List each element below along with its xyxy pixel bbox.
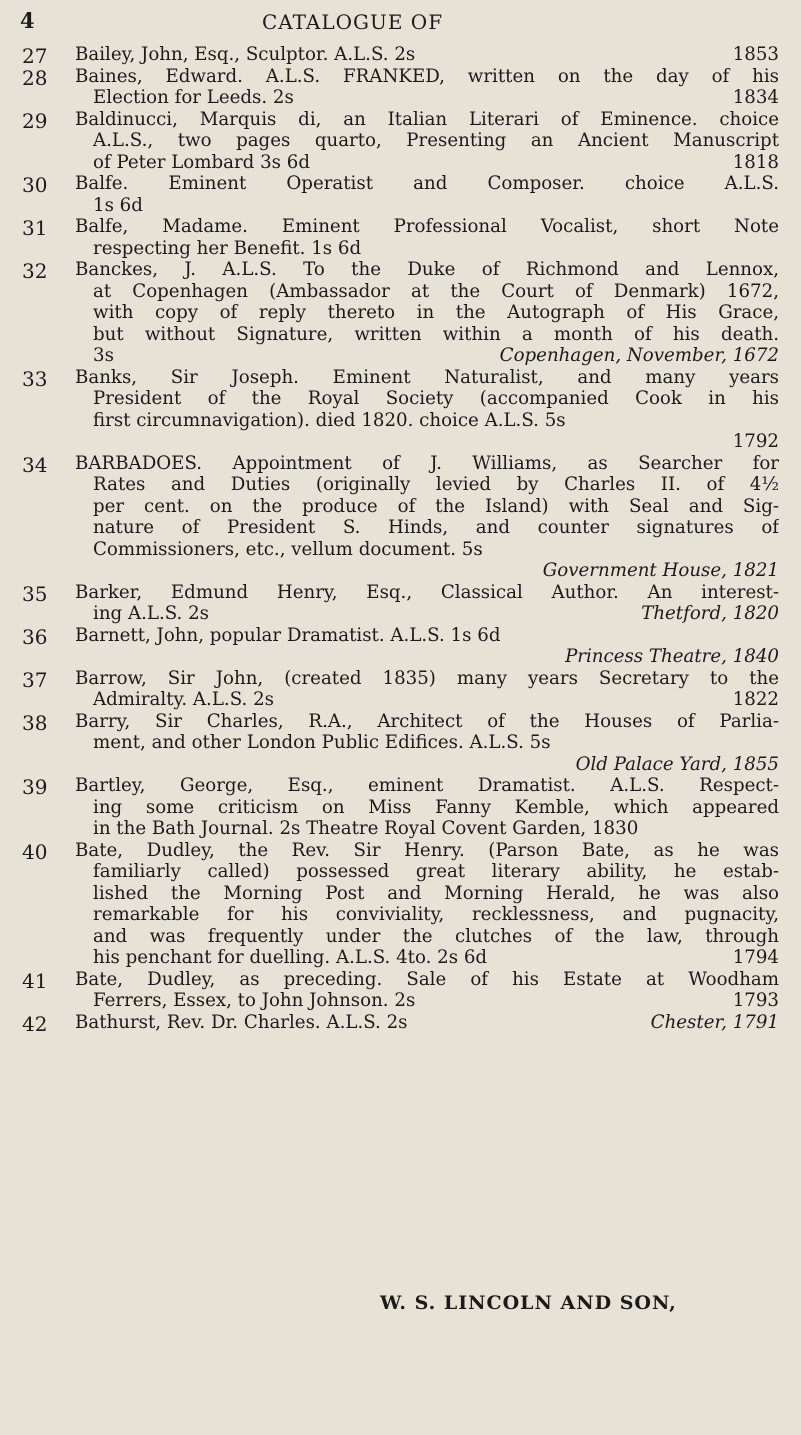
entry-line [75, 625, 779, 647]
entry-text: BARBADOES. Appointment of J. Williams, as Searcher for [75, 452, 779, 474]
entry-text: Ferrers, Essex, to John Johnson. 2s [93, 990, 416, 1011]
entry-text: 3s [93, 345, 114, 366]
entry-date: Thetford, 1820 [641, 603, 779, 624]
entry-line [75, 324, 779, 346]
catalogue-entry [0, 66, 801, 109]
entry-line [75, 453, 779, 475]
entry-text: in the Bath Journal. 2s Theatre Royal Covent Garden, 1830 [93, 818, 639, 839]
entry-line [75, 539, 779, 561]
catalogue-entry [0, 582, 801, 625]
entry-text: his penchant for duelling. A.L.S. 4to. 2s 6d [93, 947, 488, 968]
entry-number: 35 [22, 581, 48, 606]
entry-line [75, 238, 779, 260]
entry-date: 1794 [732, 947, 779, 968]
entry-line [75, 603, 779, 625]
entry-number: 42 [22, 1011, 48, 1036]
entry-text: ing A.L.S. 2s [93, 603, 210, 624]
entry-text: Barker, Edmund Henry, Esq., Classical Author. An interest- [75, 581, 779, 603]
entry-number: 29 [22, 108, 48, 133]
entry-text: at Copenhagen (Ambassador at the Court of Denmark) 1672, [93, 280, 779, 302]
catalogue-entry [0, 109, 801, 174]
entry-line [75, 259, 779, 281]
entry-line [75, 1012, 779, 1034]
entry-text: of Peter Lombard 3s 6d [93, 151, 310, 173]
entry-line [75, 990, 779, 1012]
entry-text: Banks, Sir Joseph. Eminent Naturalist, and many years [75, 366, 779, 388]
entry-date: Copenhagen, November, 1672 [499, 345, 779, 366]
entry-text: first circumnavigation). died 1820. choice A.L.S. 5s [93, 409, 566, 431]
entry-line [75, 904, 779, 926]
entry-text: Bailey, John, Esq., Sculptor. A.L.S. 2s [75, 44, 416, 65]
entry-text: lished the Morning Post and Morning Herald, he was also [93, 882, 779, 904]
catchword-footer: W. S. LINCOLN AND SON, [380, 1292, 677, 1314]
entry-text: Balfe, Madame. Eminent Professional Vocalist, short Note [75, 216, 779, 237]
entry-text: Barry, Sir Charles, R.A., Architect of the Houses of Parlia- [75, 710, 779, 732]
entry-line [75, 582, 779, 604]
entry-line [75, 431, 779, 453]
entry-line [75, 345, 779, 367]
running-title: CATALOGUE OF [262, 10, 444, 34]
entry-text: Banckes, J. A.L.S. To the Duke of Richmond and Lennox, [75, 259, 779, 280]
entry-number: 36 [22, 624, 48, 649]
catalogue-entry [0, 1012, 801, 1034]
entry-text: Admiralty. A.L.S. 2s [93, 689, 274, 710]
entry-line [75, 152, 779, 174]
entry-text: Bartley, George, Esq., eminent Dramatist. A.L.S. Respect- [75, 775, 779, 796]
catalogue-entry [0, 367, 801, 453]
entry-date: 1834 [732, 87, 779, 108]
entry-text: ment, and other London Public Edifices. A.L.S. 5s [93, 732, 551, 753]
entry-line [75, 173, 779, 195]
entry-line [75, 646, 779, 668]
entry-text: Baines, Edward. A.L.S. FRANKED, written on the day of his [75, 65, 779, 87]
catalogue-entry [0, 840, 801, 969]
entry-line [75, 560, 779, 582]
entry-line [75, 216, 779, 238]
entry-number: 41 [22, 968, 48, 993]
entry-text: A.L.S., two pages quarto, Presenting an Ancient Manuscript [93, 130, 779, 151]
entry-number: 34 [22, 452, 48, 477]
entry-line [75, 496, 779, 518]
entry-line [75, 410, 779, 432]
entry-date: 1853 [732, 44, 779, 65]
entry-text: but without Signature, written within a month of his death. [93, 323, 779, 345]
entry-text: Rates and Duties (originally levied by Charles II. of 4½ [93, 474, 779, 495]
entry-line [75, 367, 779, 389]
entry-date: 1818 [732, 151, 779, 173]
entry-line [75, 840, 779, 862]
entry-line [75, 281, 779, 303]
entry-date: Government House, 1821 [542, 560, 779, 581]
entry-text: familiarly called) possessed great literary ability, he estab- [93, 861, 779, 882]
entry-text: remarkable for his conviviality, recklessness, and pugnacity, [93, 904, 779, 925]
entry-text: Bathurst, Rev. Dr. Charles. A.L.S. 2s [75, 1011, 408, 1033]
entry-line [75, 195, 779, 217]
entry-text: Bate, Dudley, the Rev. Sir Henry. (Parson Bate, as he was [75, 839, 779, 861]
entry-text: Commissioners, etc., vellum document. 5s [93, 538, 483, 560]
entry-date: Princess Theatre, 1840 [565, 646, 779, 667]
entry-text: Barrow, Sir John, (created 1835) many years Secretary to the [75, 667, 779, 689]
catalogue-entry [0, 173, 801, 216]
entry-date: Old Palace Yard, 1855 [575, 753, 779, 775]
entry-number: 38 [22, 710, 48, 735]
entry-date: 1793 [732, 990, 779, 1011]
entry-line [75, 947, 779, 969]
page-header [0, 8, 801, 38]
entry-line [75, 797, 779, 819]
entry-line [75, 969, 779, 991]
entry-text: Bate, Dudley, as preceding. Sale of his Estate at Woodham [75, 968, 779, 990]
entry-line [75, 818, 779, 840]
entry-number: 37 [22, 667, 48, 692]
entry-number: 28 [22, 65, 48, 90]
entry-text: 1s 6d [93, 194, 143, 216]
catalogue-entries [0, 44, 801, 1036]
catalogue-entry [0, 711, 801, 776]
entry-text: Election for Leeds. 2s [93, 87, 294, 108]
catalogue-entry [0, 625, 801, 668]
entry-number: 33 [22, 366, 48, 391]
catalogue-entry [0, 668, 801, 711]
entry-line [75, 689, 779, 711]
entry-line [75, 517, 779, 539]
catalogue-entry [0, 775, 801, 840]
entry-text: with copy of reply thereto in the Autograph of His Grace, [93, 302, 779, 323]
entry-text: and was frequently under the clutches of the law, through [93, 925, 779, 947]
entry-text: respecting her Benefit. 1s 6d [93, 237, 362, 259]
catalogue-entry [0, 259, 801, 367]
entry-text: ing some criticism on Miss Fanny Kemble, which appeared [93, 796, 779, 818]
entry-number: 40 [22, 839, 48, 864]
entry-line [75, 926, 779, 948]
entry-number: 27 [22, 44, 48, 68]
entry-number: 32 [22, 259, 48, 283]
catalogue-entry [0, 969, 801, 1012]
entry-text: Baldinucci, Marquis di, an Italian Literari of Eminence. choice [75, 108, 779, 130]
entry-number: 39 [22, 775, 48, 799]
entry-line [75, 861, 779, 883]
entry-line [75, 732, 779, 754]
catalogue-entry [0, 216, 801, 259]
entry-line [75, 109, 779, 131]
entry-line [75, 302, 779, 324]
entry-line [75, 66, 779, 88]
catalogue-entry [0, 44, 801, 66]
entry-line [75, 754, 779, 776]
entry-text: Balfe. Eminent Operatist and Composer. choice A.L.S. [75, 173, 779, 194]
entry-text: per cent. on the produce of the Island) with Seal and Sig- [93, 495, 779, 517]
entry-line [75, 474, 779, 496]
entry-line [75, 711, 779, 733]
entry-text: Barnett, John, popular Dramatist. A.L.S. 1s 6d [75, 624, 501, 646]
entry-date: 1792 [732, 431, 779, 452]
entry-date: Chester, 1791 [650, 1011, 779, 1033]
entry-text: President of the Royal Society (accompanied Cook in his [93, 388, 779, 409]
entry-text: nature of President S. Hinds, and counter signatures of [93, 517, 779, 538]
entry-line [75, 388, 779, 410]
entry-line [75, 775, 779, 797]
entry-number: 31 [22, 216, 48, 240]
entry-line [75, 130, 779, 152]
entry-line [75, 668, 779, 690]
entry-date: 1822 [732, 689, 779, 710]
entry-line [75, 883, 779, 905]
entry-line [75, 44, 779, 66]
catalogue-entry [0, 453, 801, 582]
entry-line [75, 87, 779, 109]
page-number: 4 [20, 8, 35, 33]
entry-number: 30 [22, 173, 48, 197]
